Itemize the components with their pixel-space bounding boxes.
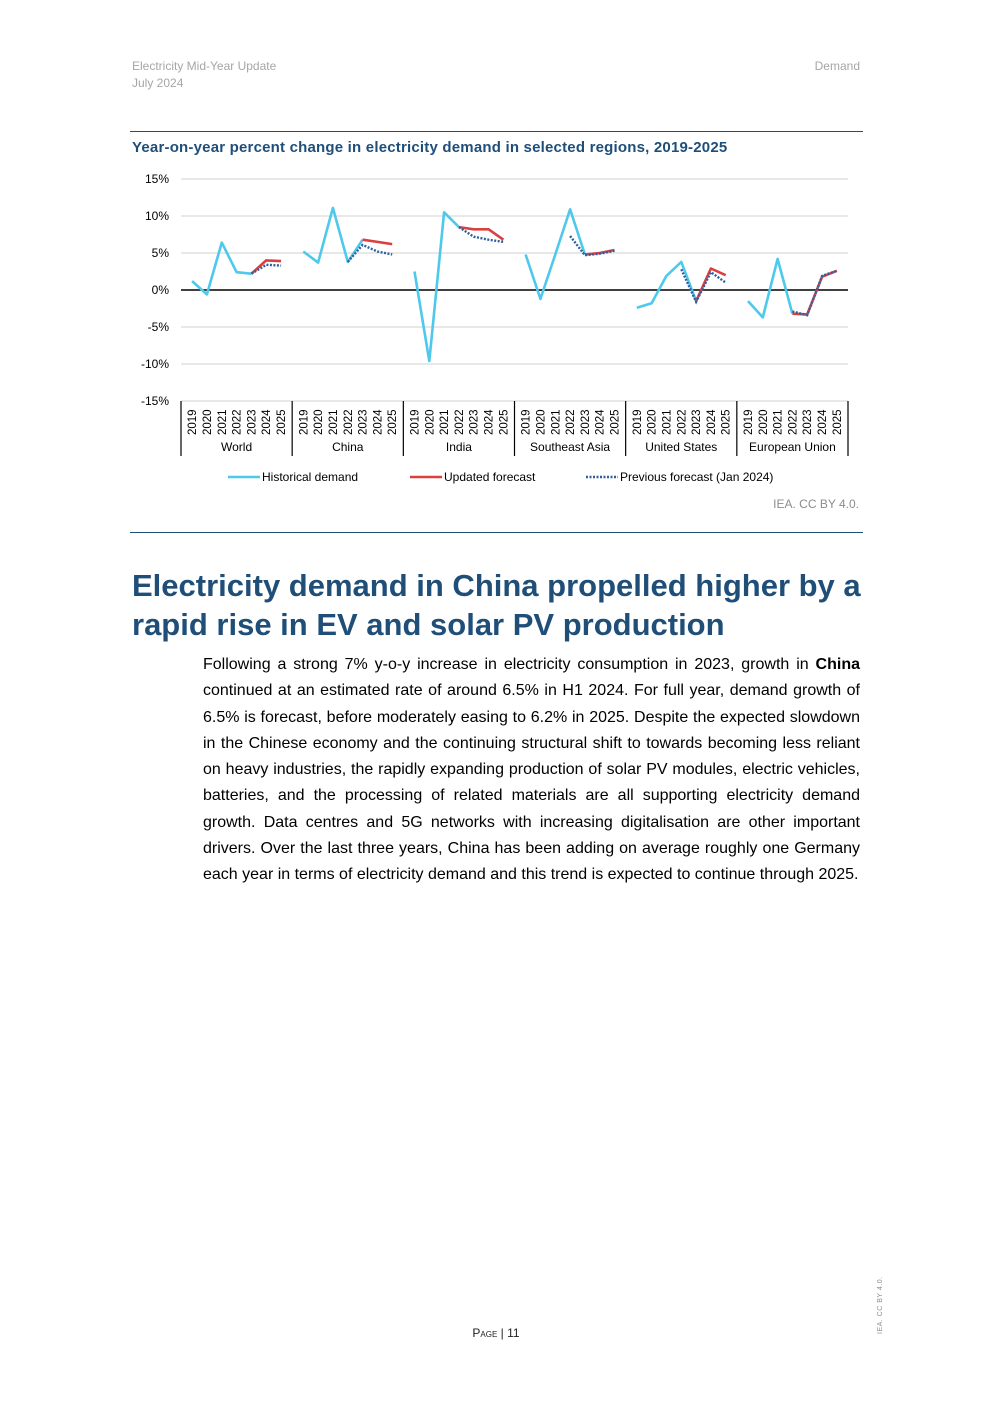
x-tick-label: 2024 (817, 409, 830, 435)
line-chart (0, 0, 992, 520)
page-label: Page (472, 1326, 498, 1340)
x-tick-label: 2019 (409, 409, 422, 435)
historical-line-3 (526, 209, 585, 299)
y-tick-label: 5% (151, 246, 169, 260)
x-tick-label: 2019 (298, 409, 311, 435)
section-label: Demand (814, 59, 860, 73)
x-tick-label: 2022 (342, 409, 355, 435)
region-label: India (445, 440, 472, 454)
historical-line-5 (748, 259, 792, 318)
x-tick-label: 2025 (609, 409, 622, 435)
region-label: United States (645, 440, 718, 454)
legend-label-0: Historical demand (262, 470, 359, 484)
x-tick-label: 2023 (246, 409, 259, 435)
historical-line-2 (415, 212, 459, 361)
x-tick-label: 2021 (550, 409, 563, 435)
x-tick-label: 2022 (453, 409, 466, 435)
x-tick-label: 2023 (802, 409, 815, 435)
y-tick-label: 0% (151, 283, 169, 297)
para-text-2: continued at an estimated rate of around 6.5% in H1 2024. For full year, demand growth of 6.5% is forecast, before moderately easing to 6.2% in 2025. Despite the expected slowdown in the Chinese economy and the continuing structural shift to towards becoming less reliant on heavy industries, the rapidly expanding production of solar PV modules, electric vehicles, batteries, and the processing of related materials are all supporting electricity demand growth. Data centres and 5G networks with increasing digitalisation are other important drivers. Over the last three years, China has been adding on average roughly one Germany each year in terms of electricity demand and this trend is expected to continue through 2025. (203, 682, 860, 884)
x-tick-label: 2023 (468, 409, 481, 435)
report-title: Electricity Mid-Year Update (132, 59, 277, 73)
x-tick-label: 2019 (187, 409, 200, 435)
x-tick-label: 2020 (646, 409, 659, 435)
region-label: China (332, 440, 364, 454)
x-tick-label: 2021 (327, 409, 340, 435)
historical-line-4 (637, 262, 696, 308)
updated-forecast-line-1 (363, 240, 393, 244)
x-tick-label: 2024 (261, 409, 274, 435)
x-tick-label: 2019 (631, 409, 644, 435)
x-tick-label: 2022 (565, 409, 578, 435)
x-tick-label: 2024 (594, 409, 607, 435)
x-tick-label: 2025 (498, 409, 511, 435)
x-tick-label: 2023 (579, 409, 592, 435)
figure-credit: IEA. CC BY 4.0. (773, 497, 859, 511)
x-tick-label: 2021 (772, 409, 785, 435)
region-label: Southeast Asia (530, 440, 611, 454)
legend-label-1: Updated forecast (444, 470, 536, 484)
x-tick-label: 2020 (313, 409, 326, 435)
x-tick-label: 2023 (691, 409, 704, 435)
x-tick-label: 2024 (372, 409, 385, 435)
x-tick-label: 2023 (357, 409, 370, 435)
previous-forecast-line-4 (681, 269, 725, 302)
x-tick-label: 2024 (705, 409, 718, 435)
y-tick-label: -15% (140, 394, 169, 408)
x-tick-label: 2025 (387, 409, 400, 435)
x-tick-label: 2022 (676, 409, 689, 435)
x-tick-label: 2019 (742, 409, 755, 435)
region-label: World (221, 440, 253, 454)
para-text-1: Following a strong 7% y-o-y increase in electricity consumption in 2023, growth in (203, 656, 816, 673)
x-tick-label: 2025 (276, 409, 289, 435)
x-tick-label: 2025 (720, 409, 733, 435)
previous-forecast-line-5 (792, 271, 837, 315)
y-tick-label: -5% (147, 320, 169, 334)
report-date: July 2024 (132, 76, 184, 90)
page-footer (0, 1326, 992, 1340)
region-label: European Union (749, 440, 836, 454)
side-credit: IEA. CC BY 4.0. (877, 1276, 884, 1334)
x-tick-label: 2024 (483, 409, 496, 435)
page-separator: | (497, 1326, 508, 1340)
x-tick-label: 2021 (439, 409, 452, 435)
y-tick-label: 10% (144, 209, 169, 223)
x-tick-label: 2021 (661, 409, 674, 435)
body-paragraph (203, 652, 860, 889)
para-bold-china: China (815, 656, 860, 673)
legend-label-2: Previous forecast (Jan 2024) (620, 470, 774, 484)
x-tick-label: 2022 (231, 409, 244, 435)
x-tick-label: 2020 (424, 409, 437, 435)
x-tick-label: 2020 (201, 409, 214, 435)
y-tick-label: 15% (144, 172, 169, 186)
chart-title: Year-on-year percent change in electricity demand in selected regions, 2019-2025 (132, 139, 728, 156)
historical-line-0 (192, 243, 251, 295)
x-tick-label: 2019 (520, 409, 533, 435)
x-tick-label: 2025 (831, 409, 844, 435)
y-tick-label: -10% (140, 357, 169, 371)
x-tick-label: 2021 (216, 409, 229, 435)
x-tick-label: 2020 (757, 409, 770, 435)
previous-forecast-line-3 (570, 236, 614, 255)
page-number: 11 (507, 1326, 520, 1340)
x-tick-label: 2022 (787, 409, 800, 435)
figure-bottom-rule (130, 532, 863, 533)
section-heading: Electricity demand in China propelled higher by a rapid rise in EV and solar PV production (132, 568, 861, 642)
x-tick-label: 2020 (535, 409, 548, 435)
